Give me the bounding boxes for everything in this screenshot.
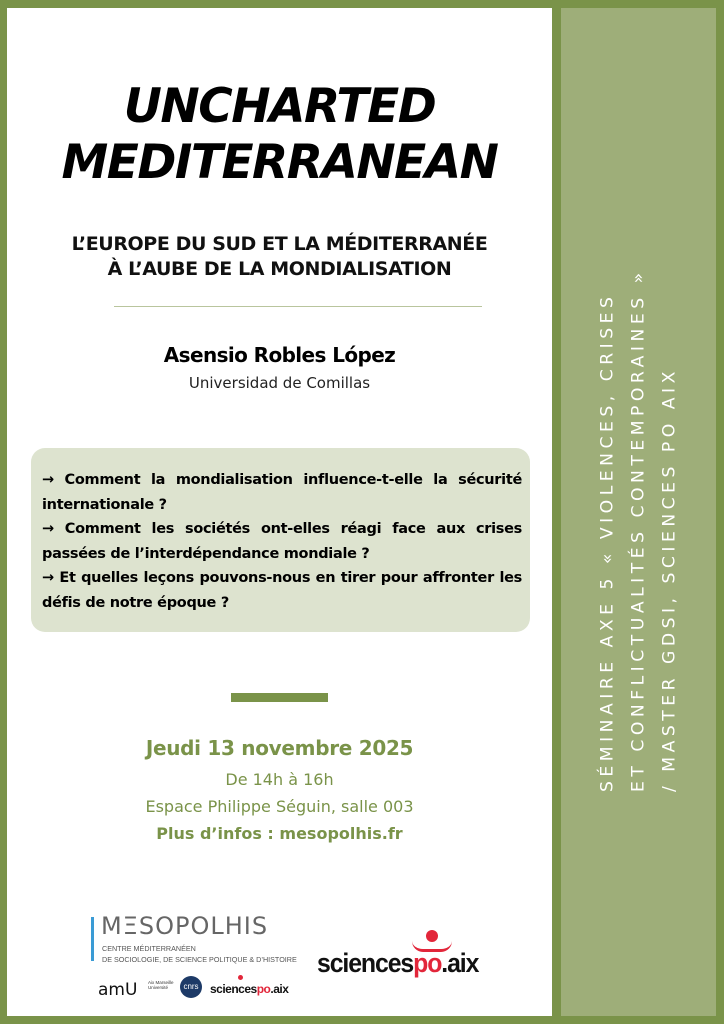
side-text-line-2: ET CONFLICTUALITÉS CONTEMPORAINES » <box>628 268 648 792</box>
speaker-name: Asensio Robles López <box>163 343 396 367</box>
title-line-1: UNCHARTED <box>123 79 436 134</box>
mesopolhis-logo-name: MΞSOPOLHIS <box>101 912 269 940</box>
event-date: Jeudi 13 novembre 2025 <box>145 736 414 760</box>
questions-list <box>42 468 522 615</box>
title-line-2: MEDITERRANEAN <box>61 135 498 190</box>
logo-part: po <box>413 948 442 978</box>
logo-part: sciences <box>317 948 414 978</box>
speaker-affiliation: Universidad de Comillas <box>188 374 371 392</box>
divider-line <box>114 306 482 307</box>
mesopolhis-logo-line-1: CENTRE MÉDITERRANÉEN <box>102 944 196 953</box>
logo-part: sciences <box>210 982 257 996</box>
subtitle-line-2: À L’AUBE DE LA MONDIALISATION <box>107 258 452 280</box>
side-text-line-3: / MASTER GDSI, SCIENCES PO AIX <box>659 367 679 792</box>
event-time: De 14h à 16h <box>225 770 334 789</box>
mesopolhis-logo-line-2: DE SOCIOLOGIE, DE SCIENCE POLITIQUE & D’HISTOIRE <box>102 955 297 964</box>
accent-bar <box>231 693 328 702</box>
cnrs-logo: cnrs <box>180 976 202 998</box>
question-item: → Comment la mondialisation influence-t-elle la sécurité internationale ? <box>42 472 522 513</box>
amu-logo-subtext: Aix Marseille Université <box>148 980 174 990</box>
mesopolhis-logo <box>91 912 297 968</box>
logo-part: po <box>256 982 271 996</box>
logo-part: .aix <box>270 982 289 996</box>
questions-box <box>31 448 530 632</box>
subtitle-line-1: L’EUROPE DU SUD ET LA MÉDITERRANÉE <box>71 233 488 255</box>
sciencespo-small-dot-icon <box>238 975 243 980</box>
amu-logo: amU <box>98 980 138 1000</box>
subtitle <box>7 232 552 282</box>
sciencespo-small-logo <box>210 982 288 996</box>
side-text <box>592 232 685 792</box>
side-text-line-1: SÉMINAIRE AXE 5 « VIOLENCES, CRISES <box>597 292 617 792</box>
event-place: Espace Philippe Séguin, salle 003 <box>145 797 414 816</box>
sciencespo-logo <box>317 948 478 979</box>
side-text-container <box>561 8 716 1016</box>
question-item: → Comment les sociétés ont-elles réagi face aux crises passées de l’interdépendance mondiale ? <box>42 521 522 562</box>
logo-part: .aix <box>441 948 479 978</box>
question-item: → Et quelles leçons pouvons-nous en tirer pour affronter les défis de notre époque ? <box>42 570 522 611</box>
poster-main-panel <box>7 8 552 1016</box>
mesopolhis-logo-bar <box>91 917 94 961</box>
event-info-link[interactable]: Plus d’infos : mesopolhis.fr <box>156 824 403 843</box>
